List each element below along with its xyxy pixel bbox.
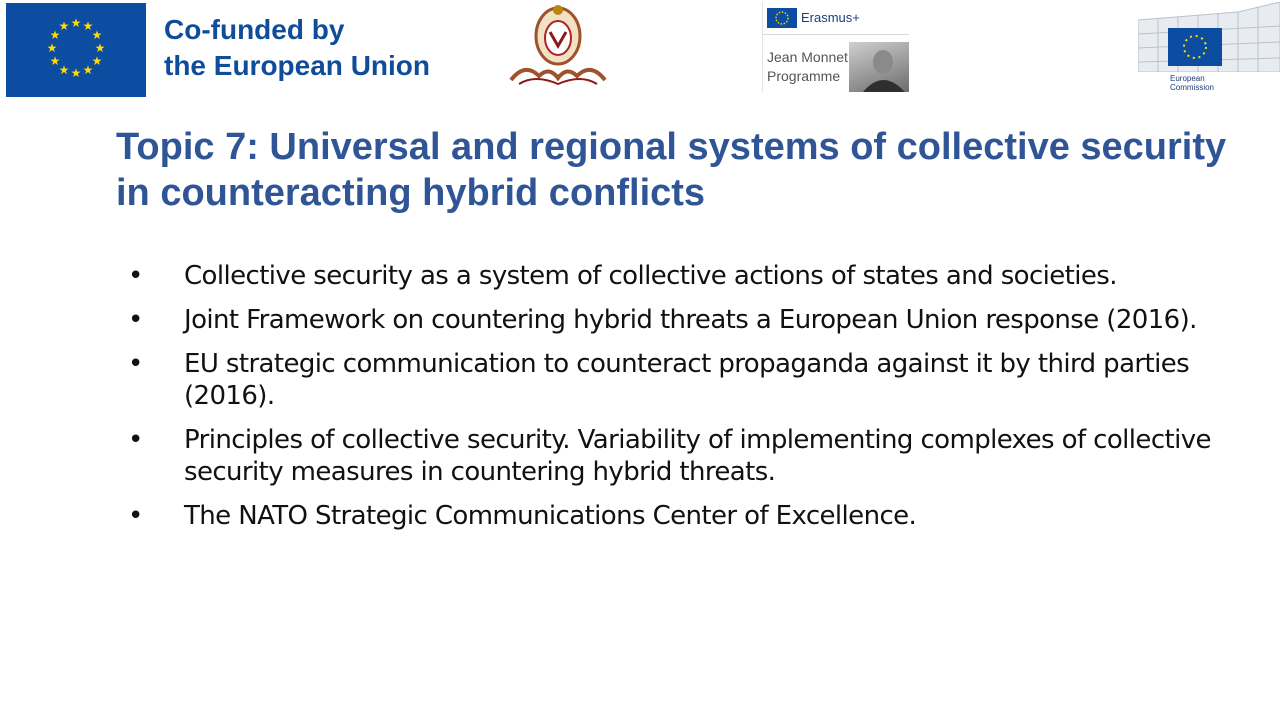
erasmus-jean-monnet-logo: [762, 2, 909, 92]
commission-text: [1170, 74, 1214, 92]
slide-title: Topic 7: Universal and regional systems of collective security in counteracting hybrid conflicts: [116, 126, 1227, 214]
svg-text:★: ★: [70, 66, 82, 80]
svg-text:★: ★: [91, 54, 103, 68]
crest-icon: [505, 2, 611, 88]
svg-text:★: ★: [58, 63, 70, 77]
cofunded-line-2: the European Union: [164, 50, 430, 81]
programme-line-1: Jean Monnet: [767, 49, 848, 65]
bullet-icon: •: [128, 425, 143, 455]
programme-text: [767, 48, 848, 86]
list-item: [128, 500, 1218, 532]
programme-line-2: Programme: [767, 68, 841, 84]
erasmus-flag-icon: [767, 8, 797, 28]
bullet-icon: •: [128, 501, 143, 531]
bullet-list: [128, 260, 1218, 544]
svg-text:★: ★: [82, 63, 94, 77]
bullet-icon: •: [128, 349, 143, 379]
header-logos: [0, 0, 1280, 100]
bullet-text: Joint Framework on countering hybrid threats a European Union response (2016).: [184, 305, 1197, 335]
svg-text:★: ★: [91, 28, 103, 42]
bullet-text: Collective security as a system of collective actions of states and societies.: [184, 261, 1117, 291]
svg-text:★: ★: [46, 41, 58, 55]
commission-line-2: Commission: [1170, 83, 1215, 92]
bullet-text: Principles of collective security. Variability of implementing complexes of collective security measures in countering hybrid threats.: [184, 425, 1211, 487]
cofunded-line-1: Co-funded by: [164, 14, 345, 45]
bullet-text: The NATO Strategic Communications Center of Excellence.: [184, 501, 917, 531]
svg-text:★: ★: [49, 28, 61, 42]
bullet-text: EU strategic communication to counteract propaganda against it by third parties (2016).: [184, 349, 1190, 411]
svg-text:★: ★: [58, 19, 70, 33]
svg-text:★: ★: [94, 41, 106, 55]
list-item: [128, 304, 1218, 336]
svg-text:★: ★: [82, 19, 94, 33]
svg-text:★: ★: [70, 16, 82, 30]
list-item: [128, 348, 1218, 412]
commission-line-1: European: [1170, 74, 1205, 83]
european-commission-icon: [1138, 2, 1280, 98]
list-item: [128, 260, 1218, 292]
list-item: [128, 424, 1218, 488]
bullet-icon: •: [128, 261, 143, 291]
commission-flag-icon: [1168, 28, 1222, 66]
portrait-icon: [849, 42, 909, 92]
svg-text:★: ★: [49, 54, 61, 68]
erasmus-label: Erasmus+: [801, 10, 860, 25]
eu-flag-icon: [6, 3, 146, 97]
cofunded-text: [164, 12, 484, 84]
logo-divider: [763, 34, 909, 35]
bullet-icon: •: [128, 305, 143, 335]
